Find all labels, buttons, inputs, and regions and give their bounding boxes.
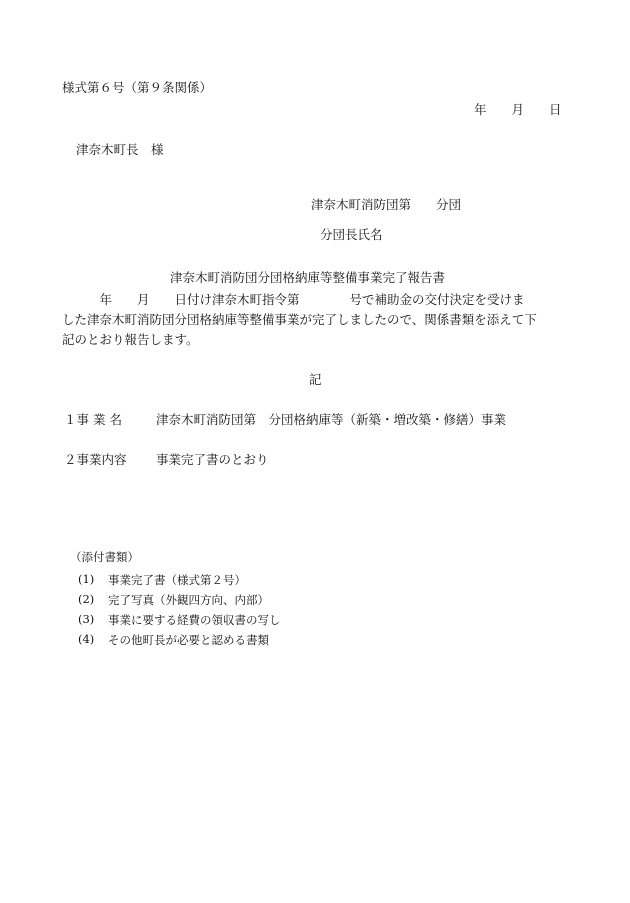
attachment-text: 事業完了書（様式第２号） bbox=[108, 573, 246, 587]
attachment-text: その他町長が必要と認める書類 bbox=[108, 633, 269, 647]
item-value: 津奈木町消防団第 分団格納庫等（新築・増改築・修繕）事業 bbox=[156, 412, 507, 427]
ki-heading: 記 bbox=[309, 372, 322, 387]
attachment-number: (3) bbox=[78, 612, 95, 626]
form-number: 様式第６号（第９条関係） bbox=[62, 80, 213, 95]
body-line: 年 月 日付け津奈木町指令第 号で補助金の交付決定を受けま bbox=[62, 292, 525, 307]
item-label: ２事業内容 bbox=[64, 452, 127, 467]
attachment-number: (4) bbox=[78, 632, 95, 646]
date-line: 年 月 日 bbox=[474, 102, 562, 117]
attachment-number: (2) bbox=[78, 592, 95, 606]
attachment-text: 完了写真（外観四方向、内部） bbox=[108, 593, 269, 607]
addressee: 津奈木町長 様 bbox=[76, 142, 164, 157]
attachments-heading: （添付書類） bbox=[70, 550, 139, 564]
item-label: １事 業 名 bbox=[64, 412, 122, 427]
attachment-number: (1) bbox=[78, 572, 95, 586]
attachment-text: 事業に要する経費の領収書の写し bbox=[108, 613, 281, 627]
sender-organization: 津奈木町消防団第 分団 bbox=[311, 197, 462, 212]
item-value: 事業完了書のとおり bbox=[156, 452, 269, 467]
body-line: 記のとおり報告します。 bbox=[62, 332, 199, 347]
body-line: した津奈木町消防団分団格納庫等整備事業が完了しましたので、関係書類を添えて下 bbox=[62, 312, 537, 327]
body-paragraph bbox=[62, 290, 582, 350]
sender-leader: 分団長氏名 bbox=[320, 227, 383, 242]
document-title: 津奈木町消防団分団格納庫等整備事業完了報告書 bbox=[170, 270, 446, 285]
